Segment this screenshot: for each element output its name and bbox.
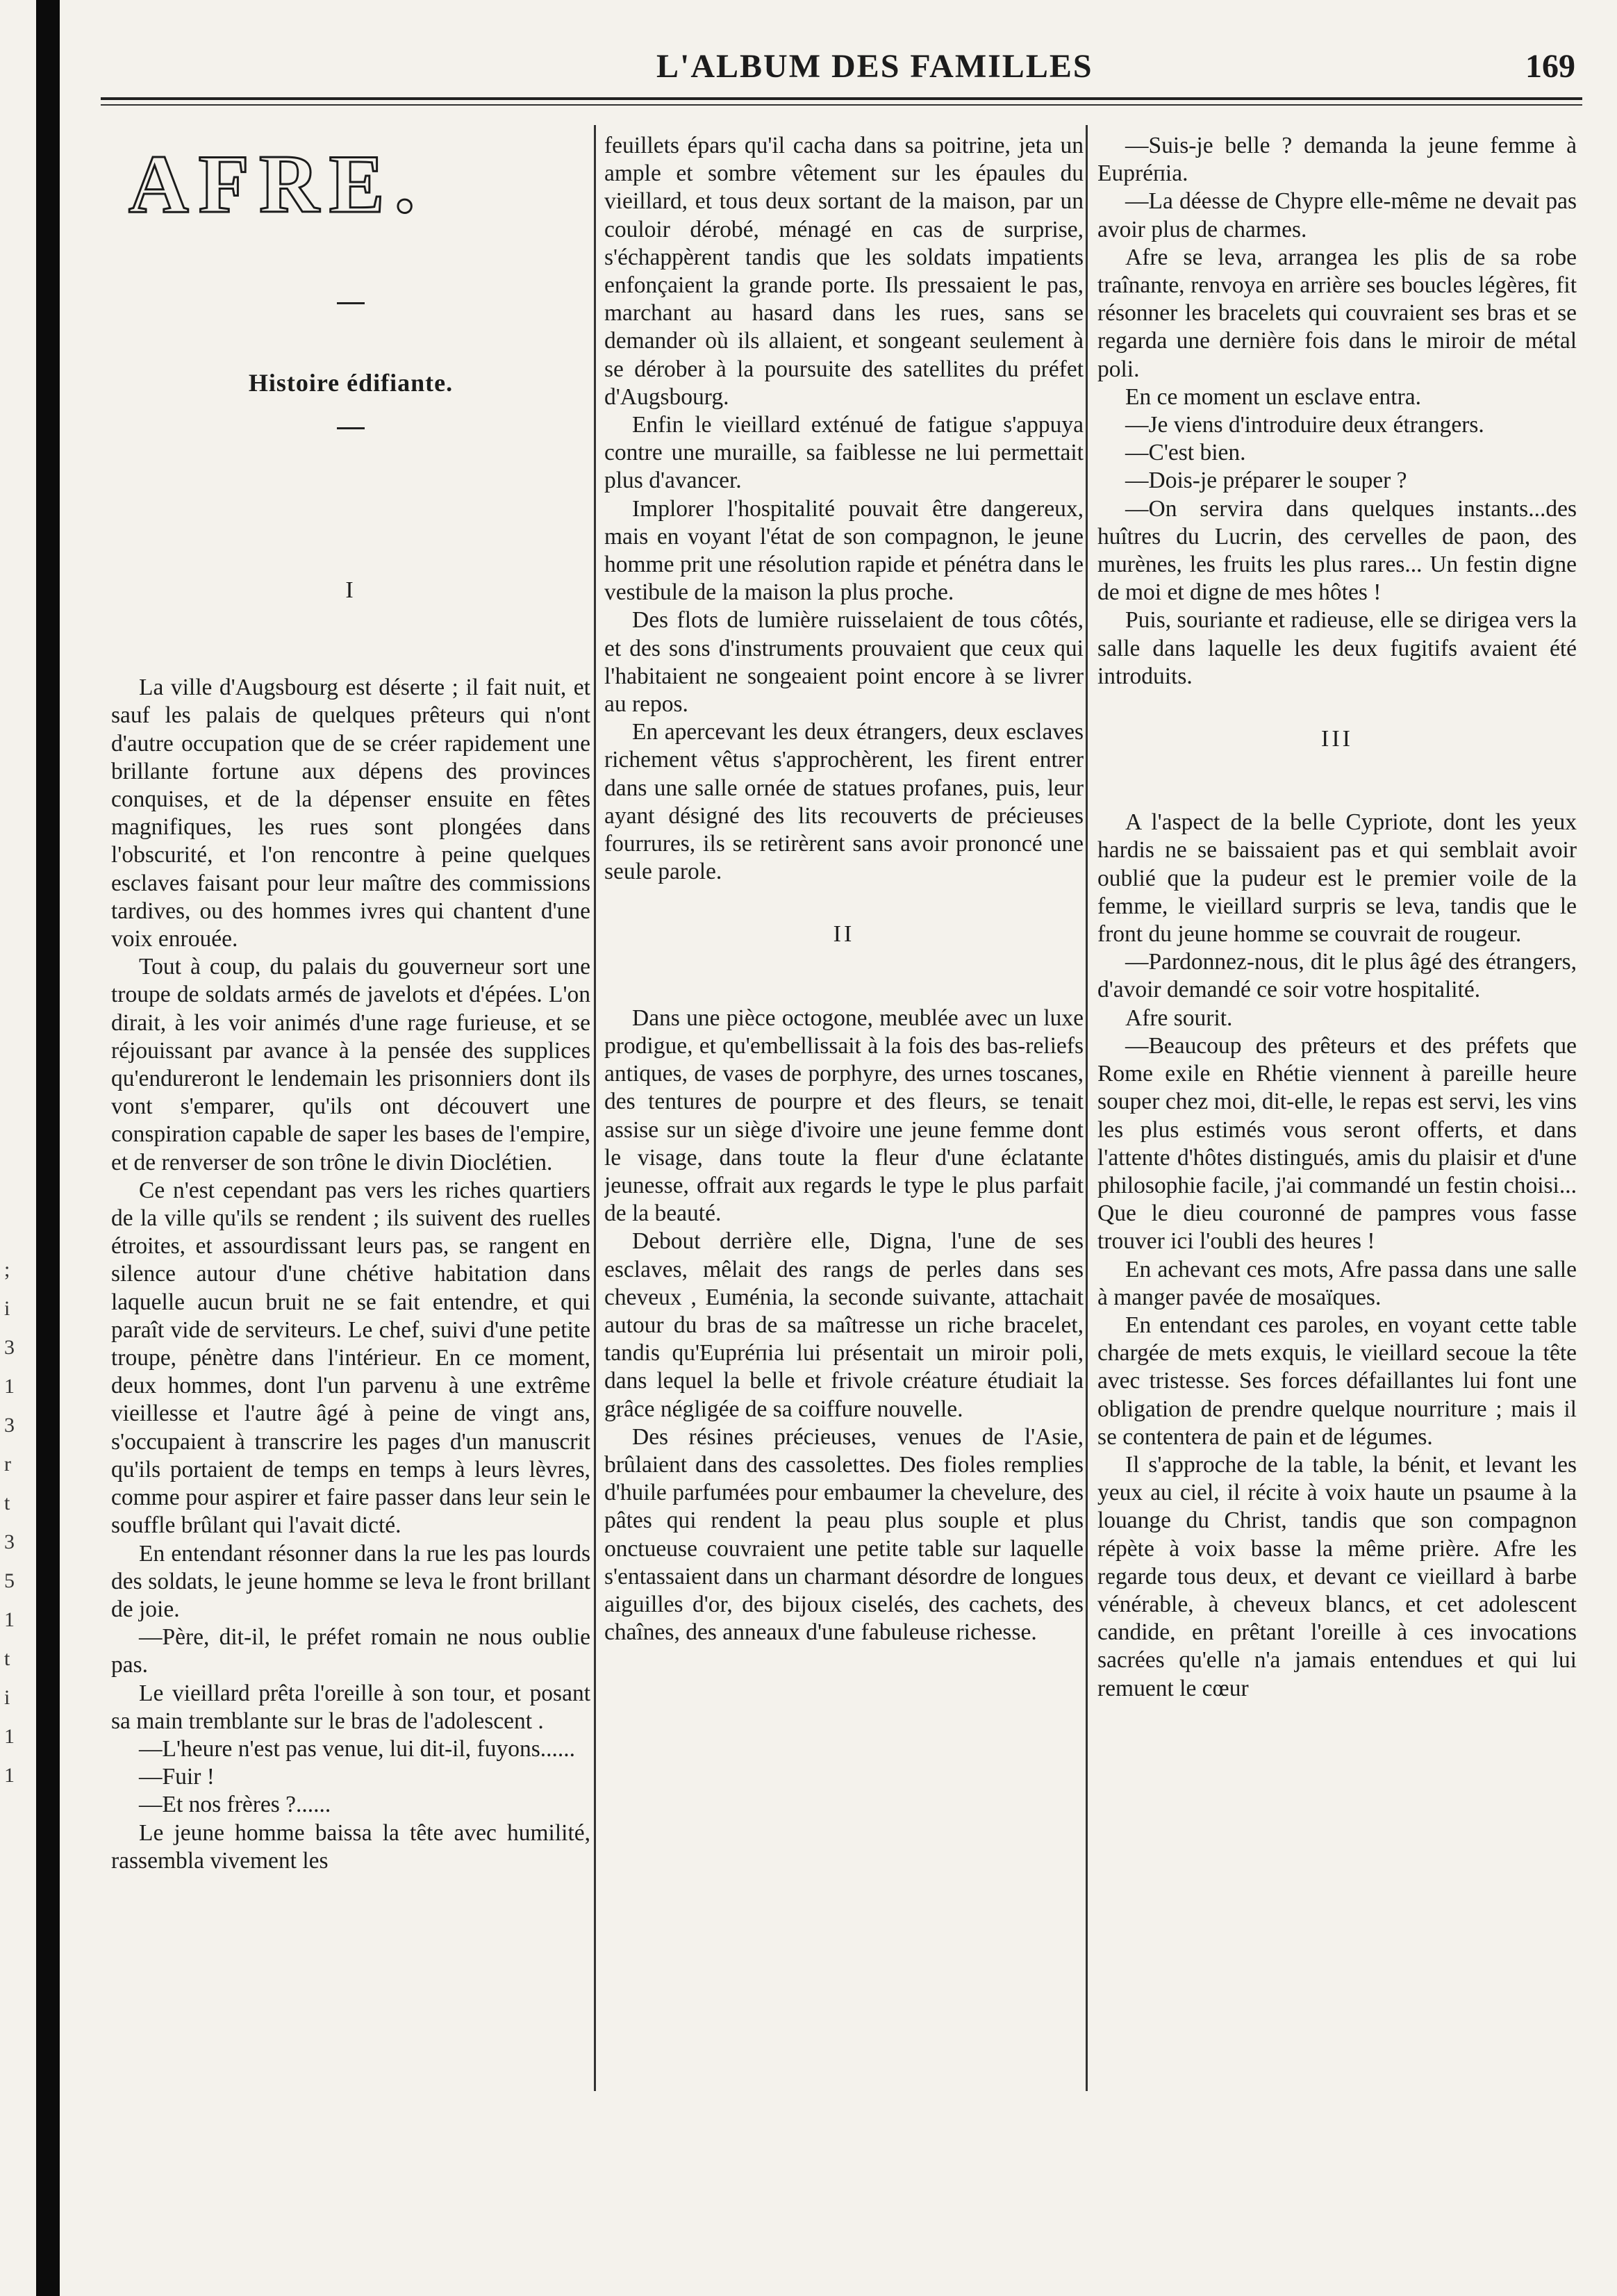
paragraph: Debout derrière elle, Digna, l'une de ses esclaves, mêlait des rangs de perles dans ses cheveux , Euménia, la seconde suivante, attachait autour du bras de sa maîtresse un riche bracelet, tandis qu'Eupréпia lui présentait un miroir poli, dans lequel la belle et frivole créature étudiait la grâce négligée de sa coiffure nouvelle. (604, 1228, 1084, 1422)
title-dash (337, 302, 365, 304)
margin-mark: 1 (4, 1725, 15, 1748)
article-title-text: AFRE. (128, 138, 425, 230)
paragraph: —Pardonnez-nous, dit le plus âgé des étrangers, d'avoir demandé ce soir votre hospitalité. (1097, 949, 1577, 1003)
paragraph: Il s'approche de la table, la bénit, et levant les yeux au ciel, il récite à voix haute un psaume à la louange du Christ, tandis que son compagnon répète à voix basse la même prière. Afre les regarde tous deux, et devant ce vieillard à barbe vénérable, à cheveux blancs, et cet adolescent candide, en prêtant l'oreille à ces invocations sacrées qu'elle n'a jamais entendues et qui lui remuent le cœur (1097, 1451, 1577, 1701)
section-number: III (1321, 726, 1353, 752)
paragraph: Afre se leva, arrangea les plis de sa robe traînante, renvoya en arrière ses boucles légères, fit résonner les bracelets qui couvraient ses bras et se regarda une dernière fois dans le miroir de métal poli. (1097, 244, 1577, 382)
paragraph: Enfin le vieillard exténué de fatigue s'appuya contre une muraille, sa faiblesse ne lui permettait plus d'avancer. (604, 412, 1084, 494)
paragraph: En entendant ces paroles, en voyant cette table chargée de mets exquis, le vieillard secoue la tête avec tristesse. Ses forces défaillantes lui font une obligation de prendre quelque nourriture ; mais il se contentera de pain et de légumes. (1097, 1312, 1577, 1450)
paragraph: Des flots de lumière ruisselaient de tous côtés, et des sons d'instruments prouvaient que ceux qui l'habitaient ne songeaient point encore à se livrer au repos. (604, 607, 1084, 718)
paragraph: En achevant ces mots, Afre passa dans une salle à manger pavée de mosaïques. (1097, 1256, 1577, 1310)
paragraph: —La déesse de Chypre elle-même ne devait pas avoir plus de charmes. (1097, 188, 1577, 242)
paragraph: La ville d'Augsbourg est déserte ; il fait nuit, et sauf les palais de quelques prêteurs qui n'ont d'autre occupation que de se créer rapidement une brillante fortune aux dépens des provinces conquises, et de la dépenser ensuite en fêtes magnifiques, les rues sont plongées dans l'obscurité, et l'on rencontre à peine quelques esclaves faisant pour leur maître des commissions tardives, ou des hommes ivres qui chantent d'une voix enrouée. (111, 675, 590, 952)
article-title (128, 139, 573, 229)
paragraph: Ce n'est cependant pas vers les riches quartiers de la ville qu'ils se rendent ; ils suivent des ruelles étroites, et assourdissant leurs pas, se rangent en silence autour d'une chétive habitation dans laquelle aucun bruit ne se fait entendre, et qui paraît vide de serviteurs. Le chef, suivi d'une petite troupe, pénètre dans l'intérieur. En ce moment, deux hommes, dont l'un parvenu à une extrême vieillesse et l'autre âgé à peine de vingt ans, s'occupaient à transcrire les pages d'un manuscrit qu'ils portaient de temps en temps à leurs lèvres, comme pour aspirer et faire passer dans leur sein le souffle brûlant qui l'avait dicté. (111, 1177, 590, 1539)
paragraph: —On servira dans quelques instants...des huîtres du Lucrin, des cervelles de paon, des murènes, les fruits les plus rares... Un festin digne de moi et digne de mes hôtes ! (1097, 495, 1577, 606)
paragraph: —Suis-je belle ? demanda la jeune femme à Eupréпia. (1097, 133, 1577, 187)
margin-mark: 5 (4, 1569, 15, 1592)
subtitle-dash (337, 427, 365, 429)
header-rule-thick (101, 97, 1582, 100)
paragraph: En ce moment un esclave entra. (1125, 383, 1422, 410)
paragraph: En apercevant les deux étrangers, deux esclaves richement vêtus s'approchèrent, les firent entrer dans une salle ornée de statues profanes, puis, leur ayant désigné des lits recouverts de précieuses fourrures, ils se retirèrent sans avoir prononcé une seule parole. (604, 719, 1084, 885)
paragraph: —L'heure n'est pas venue, lui dit-il, fuyons...... (139, 1735, 575, 1762)
paragraph: feuillets épars qu'il cacha dans sa poitrine, jeta un ample et sombre vêtement sur les épaules du vieillard, et tous deux sortant de la maison, par un couloir dérobé, ménagé en cas de surprise, s'échappèrent tandis que les soldats impatients enfonçaient la grande porte. Ils pressaient le pas, marchant au hasard dans les rues, sans se demander où ils allaient, et songeant seulement à se dérober à la poursuite des satellites du préfet d'Augsbourg. (604, 133, 1084, 410)
paragraph: En entendant résonner dans la rue les pas lourds des soldats, le jeune homme se leva le front brillant de joie. (111, 1540, 590, 1622)
header-rule-thin (101, 104, 1582, 106)
margin-mark: 3 (4, 1530, 15, 1553)
margin-mark: r (4, 1453, 11, 1476)
paragraph: —Je viens d'introduire deux étrangers. (1125, 412, 1484, 438)
paragraph: —Père, dit-il, le préfet romain ne nous oublie pas. (111, 1624, 590, 1678)
margin-mark: t (4, 1647, 10, 1670)
page-header (101, 43, 1582, 99)
margin-mark: t (4, 1492, 10, 1514)
paragraph: —Dois-je préparer le souper ? (1125, 468, 1407, 494)
paragraph: —Et nos frères ?...... (139, 1792, 331, 1818)
running-title: L'ALBUM DES FAMILLES (656, 48, 1093, 85)
column-1 (111, 132, 590, 2119)
paragraph: —Fuir ! (139, 1764, 215, 1790)
paragraph: Puis, souriante et radieuse, elle se dirigea vers la salle dans laquelle les deux fugitifs avaient été introduits. (1097, 607, 1577, 689)
paragraph: Afre sourit. (1125, 1005, 1233, 1031)
margin-mark: 3 (4, 1414, 15, 1437)
margin-marks (4, 1250, 29, 1795)
column-rule (594, 125, 596, 2091)
paragraph: Implorer l'hospitalité pouvait être dangereux, mais en voyant l'état de son compagnon, le jeune homme prit une résolution rapide et pénétra dans le vestibule de la maison la plus proche. (604, 495, 1084, 606)
paragraph: —C'est bien. (1125, 440, 1246, 466)
margin-mark: ; (4, 1258, 10, 1281)
paragraph: A l'aspect de la belle Cypriote, dont les yeux hardis ne se baissaient pas et qui semblait avoir oublié que la pudeur est le premier voile de la femme, le vieillard surpris se leva, tandis que le front du jeune homme se couvrait de rougeur. (1097, 809, 1577, 948)
section-number: II (833, 921, 855, 948)
paragraph: Le jeune homme baissa la tête avec humilité, rassembla vivement les (111, 1819, 590, 1874)
margin-mark: 1 (4, 1608, 15, 1631)
margin-mark: i (4, 1297, 10, 1320)
margin-mark: 3 (4, 1336, 15, 1359)
paragraph: Dans une pièce octogone, meublée avec un luxe prodigue, et qu'embellissait à la fois des bas-reliefs antiques, de vases de porphyre, des urnes toscanes, des tentures de pourpre et des fleurs, se tenait assise sur un siège d'ivoire une jeune femme dont le visage, dans toute la fleur d'une éclatante jeunesse, offrait aux regards le type le plus parfait de la beauté. (604, 1005, 1084, 1227)
column-3 (1097, 132, 1577, 2119)
paragraph: —Beaucoup des prêteurs et des préfets que Rome exile en Rhétie viennent à pareille heure souper chez moi, dit-elle, le repas est servi, les vins les plus estimés vous seront offerts, et dans l'attente d'hôtes distingués, amis du plaisir et d'une philosophie facile, j'ai commandé un festin choisi... Que le dieu couronné de pampres vous fasse trouver ici l'oubli des heures ! (1097, 1032, 1577, 1255)
binding-gutter (36, 0, 60, 2296)
paragraph: Le vieillard prêta l'oreille à son tour, et posant sa main tremblante sur le bras de l'adolescent . (111, 1680, 590, 1734)
column-2 (604, 132, 1084, 2119)
margin-mark: i (4, 1686, 10, 1709)
paragraph: Tout à coup, du palais du gouverneur sort une troupe de soldats armés de javelots et d'épées. L'on dirait, à les voir animés d'une rage furieuse, et se réjouissant par avance à la pensée des supplices qu'endureront le lendemain les prisonniers dont ils vont s'emparer, qu'ils ont découvert une conspiration capable de saper les bases de l'empire, et de renverser de son trône le divin Dioclétien. (111, 954, 590, 1175)
paragraph: Des résines précieuses, venues de l'Asie, brûlaient dans des cassolettes. Des fioles remplies d'huile parfumées pour embaumer la chevelure, des pâtes qui rendent la peau plus souple et plus onctueuse couvraient une petite table sur laquelle s'entassaient dans un charmant désordre de longues aiguilles d'or, des bijoux ciselés, des cachets, des chaînes, des anneaux d'une fabuleuse richesse. (604, 1423, 1084, 1646)
page-number: 169 (1525, 48, 1575, 85)
section-number: I (345, 577, 356, 603)
article-subtitle: Histoire édifiante. (248, 369, 454, 397)
column-rule (1086, 125, 1088, 2091)
margin-mark: 1 (4, 1375, 15, 1398)
margin-mark: 1 (4, 1764, 15, 1787)
